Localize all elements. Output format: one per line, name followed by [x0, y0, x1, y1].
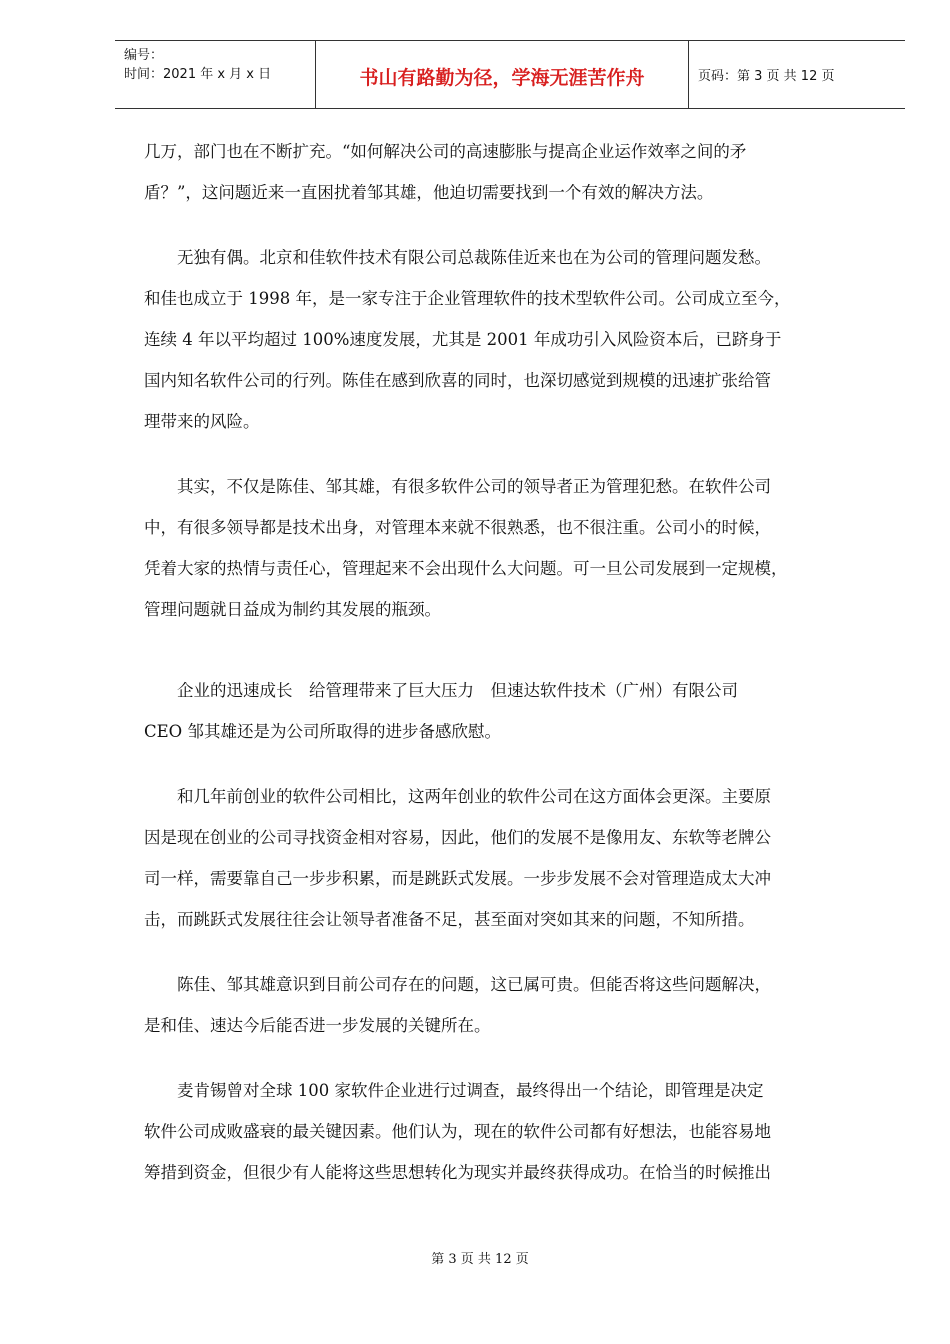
header-meta-cell	[115, 41, 316, 108]
document-body	[144, 131, 874, 1217]
text-line: 无独有偶。北京和佳软件技术有限公司总裁陈佳近来也在为公司的管理问题发愁。	[144, 248, 771, 267]
text-line: 凭着大家的热情与责任心，管理起来不会出现什么大问题。可一旦公司发展到一定规模，	[144, 559, 788, 578]
text-line: 理带来的风险。	[144, 412, 260, 431]
text-line: 企业的迅速成长 给管理带来了巨大压力 但速达软件技术（广州）有限公司	[144, 681, 738, 700]
paragraph	[144, 670, 874, 752]
text-line: 击，而跳跃式发展往往会让领导者准备不足，甚至面对突如其来的问题，不知所措。	[144, 910, 755, 929]
text-line: 是和佳、速达今后能否进一步发展的关键所在。	[144, 1016, 491, 1035]
text-line: 其实，不仅是陈佳、邹其雄，有很多软件公司的领导者正为管理犯愁。在软件公司	[144, 477, 771, 496]
document-header	[115, 40, 905, 109]
header-page-cell	[689, 41, 905, 108]
text-line: 几万，部门也在不断扩充。“如何解决公司的高速膨胀与提高企业运作效率之间的矛	[144, 142, 747, 161]
text-line: CEO 邹其雄还是为公司所取得的进步备感欣慰。	[144, 722, 501, 741]
text-line: 中，有很多领导都是技术出身，对管理本来就不很熟悉，也不很注重。公司小的时候，	[144, 518, 771, 537]
serial-number-label: 编号：	[124, 48, 164, 63]
text-line: 陈佳、邹其雄意识到目前公司存在的问题，这已属可贵。但能否将这些问题解决，	[144, 975, 771, 994]
header-page-code: 页码：第 3 页 共 12 页	[698, 69, 835, 84]
text-line: 麦肯锡曾对全球 100 家软件企业进行过调查，最终得出一个结论，即管理是决定	[144, 1081, 764, 1100]
date-label: 时间：2021 年 x 月 x 日	[124, 67, 272, 82]
paragraph	[144, 466, 874, 630]
motto-text: 书山有路勤为径，学海无涯苦作舟	[359, 67, 645, 89]
header-motto-cell	[316, 41, 689, 108]
page-footer: 第 3 页 共 12 页	[431, 1252, 529, 1267]
paragraph	[144, 237, 874, 442]
text-line: 国内知名软件公司的行列。陈佳在感到欣喜的同时，也深切感觉到规模的迅速扩张给管	[144, 371, 771, 390]
paragraph	[144, 776, 874, 940]
text-line: 和几年前创业的软件公司相比，这两年创业的软件公司在这方面体会更深。主要原	[144, 787, 771, 806]
text-line: 管理问题就日益成为制约其发展的瓶颈。	[144, 600, 441, 619]
text-line: 和佳也成立于 1998 年，是一家专注于企业管理软件的技术型软件公司。公司成立至今，	[144, 289, 791, 308]
text-line: 软件公司成败盛衰的最关键因素。他们认为，现在的软件公司都有好想法，也能容易地	[144, 1122, 771, 1141]
paragraph	[144, 964, 874, 1046]
text-line: 盾？”，这问题近来一直困扰着邹其雄，他迫切需要找到一个有效的解决方法。	[144, 183, 714, 202]
text-line: 连续 4 年以平均超过 100%速度发展，尤其是 2001 年成功引入风险资本后，已跻身于	[144, 330, 782, 349]
text-line: 因是现在创业的公司寻找资金相对容易，因此，他们的发展不是像用友、东软等老牌公	[144, 828, 771, 847]
text-line: 司一样，需要靠自己一步步积累，而是跳跃式发展。一步步发展不会对管理造成太大冲	[144, 869, 771, 888]
text-line: 筹措到资金，但很少有人能将这些思想转化为现实并最终获得成功。在恰当的时候推出	[144, 1163, 771, 1182]
paragraph	[144, 131, 874, 213]
paragraph	[144, 1070, 874, 1193]
